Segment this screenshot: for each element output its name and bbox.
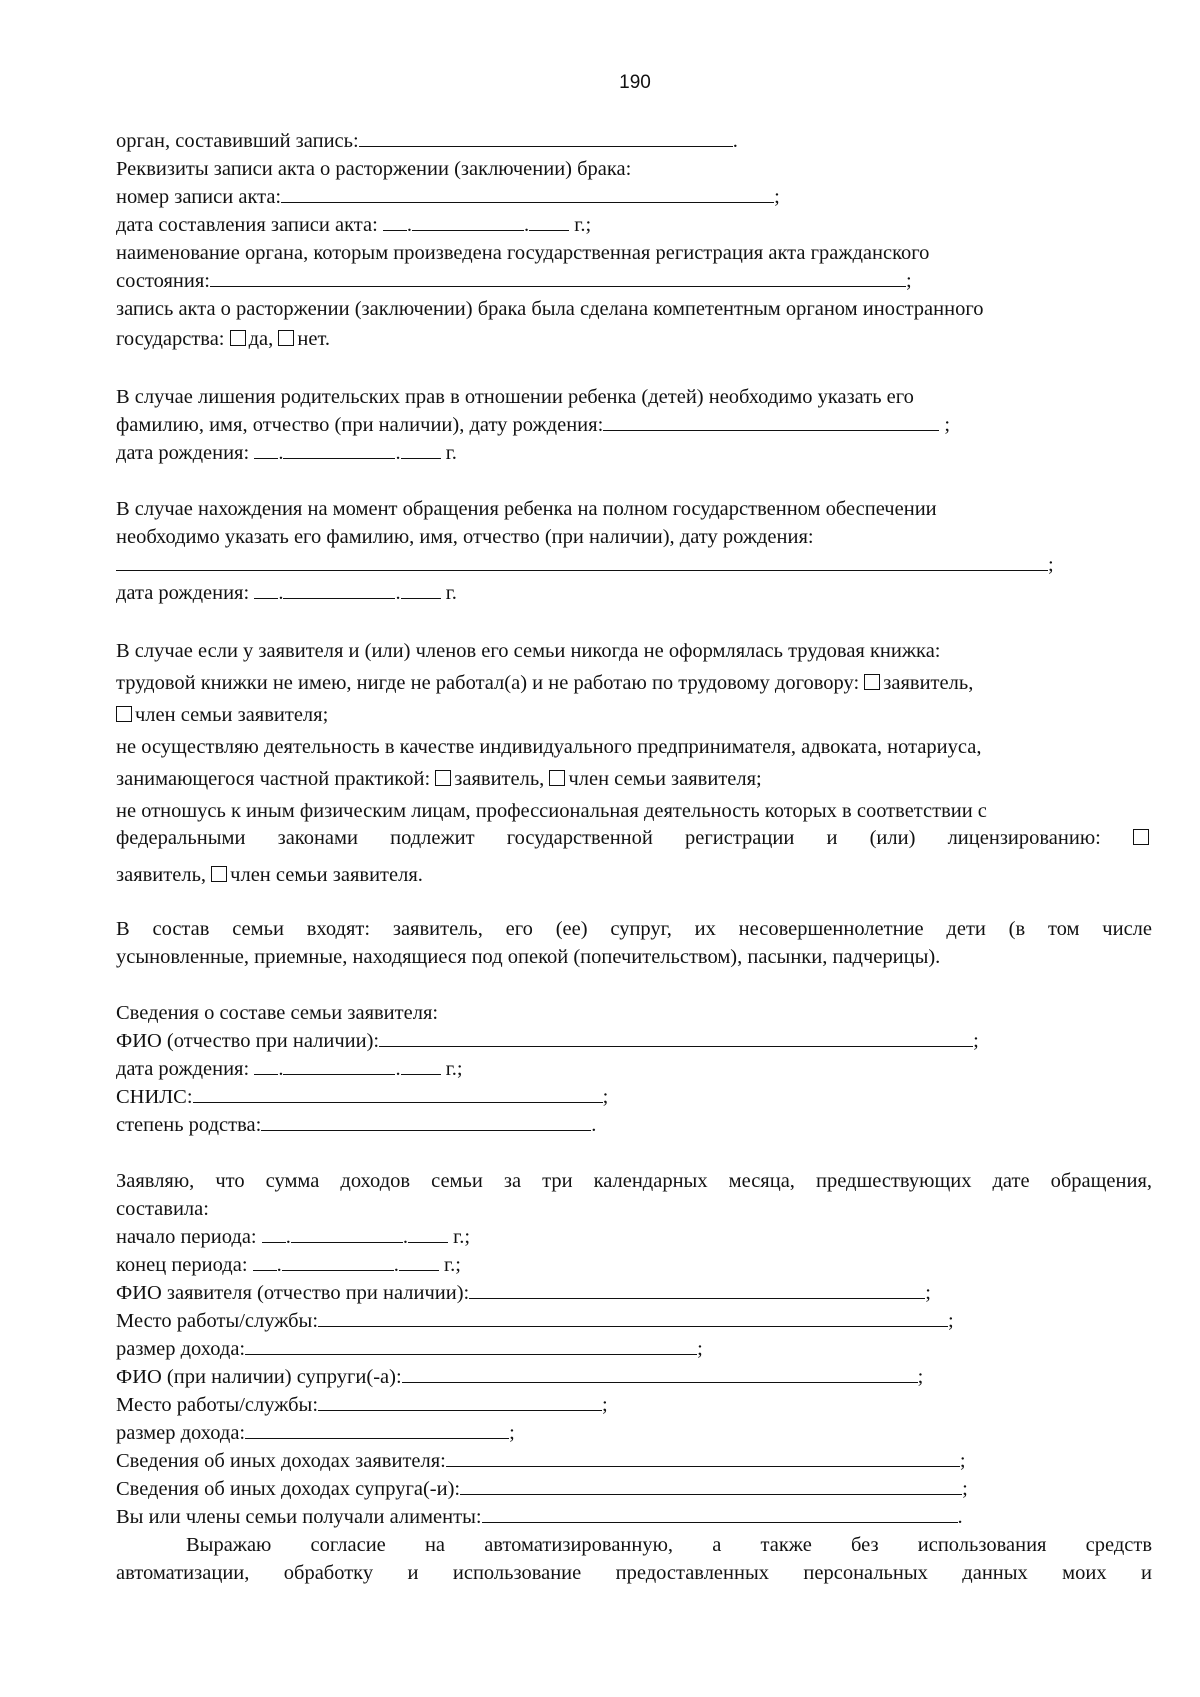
end-year-field[interactable] [399,1251,439,1271]
spouse-fio-label: ФИО (при наличии) супруги(-а): [116,1366,402,1388]
foreign-cont: государства: [116,328,225,350]
amount-field[interactable] [245,1335,697,1355]
consent-line1: Выражаю согласие на автоматизированную, а также без использования средств [186,1534,1152,1556]
birth-label: дата рождения: [116,442,250,464]
applicant-fio-line [116,1279,1152,1307]
fio-label: ФИО (отчество при наличии): [116,1030,380,1052]
deprivation-line2 [116,411,1152,439]
birth-month-field[interactable] [283,439,395,459]
deprivation-label: фамилию, имя, отчество (при наличии), дату рождения: [116,414,604,436]
family-heading: Сведения о составе семьи заявителя: [116,1002,439,1024]
punct: ; [917,1366,924,1388]
applicant-label: заявитель, [116,864,207,886]
support-fio-field[interactable] [116,551,1048,571]
workplace-field[interactable] [318,1307,948,1327]
kinship-field[interactable] [261,1111,591,1131]
workbook-line3 [116,699,1152,731]
family-fio-line [116,1027,1152,1055]
workbook-line4: не осуществляю деятельность в качестве индивидуального предпринимателя, адвоката, нотариуса, [116,736,982,758]
document-body [116,127,1152,1587]
rekvizity-heading: Реквизиты записи акта о расторжении (заключении) брака: [116,158,632,180]
end-month-field[interactable] [282,1251,394,1271]
applicant-fio-field[interactable] [469,1279,925,1299]
act-number-line [116,183,1152,211]
applicant-checkbox[interactable] [435,770,451,786]
snils-line [116,1083,1152,1111]
start-year-field[interactable] [408,1223,448,1243]
member-checkbox[interactable] [211,866,227,882]
punct: г.; [453,1226,471,1248]
workplace2-field[interactable] [318,1391,602,1411]
other-applicant-field[interactable] [446,1447,960,1467]
composition-line1: В состав семьи входят: заявитель, его (ее) супруг, их несовершеннолетние дети (в том числе [116,918,1152,940]
workplace-label: Место работы/службы: [116,1310,319,1332]
birth-label: дата рождения: [116,582,250,604]
workbook-line1: В случае если у заявителя и (или) членов его семьи никогда не оформлялась трудовая книжка: [116,640,941,662]
birth-month-field[interactable] [283,579,395,599]
alimony-field[interactable] [482,1503,958,1523]
punct: ; [959,1450,966,1472]
period-start-label: начало периода: [116,1226,257,1248]
workbook-line7 [116,827,1152,859]
workplace2-label: Место работы/службы: [116,1394,319,1416]
no-label: нет. [297,328,331,350]
snils-label: СНИЛС: [116,1086,193,1108]
punct: ; [509,1422,515,1444]
organ-line [116,127,1152,155]
yes-checkbox[interactable] [230,330,246,346]
deprivation-fio-field[interactable] [603,411,939,431]
income-line2: составила: [116,1198,209,1220]
workbook-line8 [116,859,1152,891]
amount-label: размер дохода: [116,1338,246,1360]
start-day-field[interactable] [262,1223,286,1243]
applicant-label: заявитель, [883,672,974,694]
birth-year-field[interactable] [401,439,441,459]
applicant-fio-label: ФИО заявителя (отчество при наличии): [116,1282,470,1304]
amount2-field[interactable] [245,1419,509,1439]
period-end-line: конец периода: . . г.; [116,1251,1152,1279]
other-spouse-field[interactable] [460,1475,962,1495]
other-spouse-line [116,1475,1152,1503]
workbook-line5 [116,763,1152,795]
workbook-label: трудовой книжки не имею, нигде не работал(а) и не работаю по трудовому договору: [116,672,860,694]
punct: ; [973,1030,979,1052]
family-birth-line: дата рождения: . . г.; [116,1055,1152,1083]
birth-day-field[interactable] [254,439,278,459]
kinship-line [116,1111,1152,1139]
member-checkbox[interactable] [549,770,565,786]
license-label: федеральными законами подлежит государственной регистрации и (или) лицензированию: [116,827,1101,849]
organ-field[interactable] [359,127,733,147]
workplace2-line [116,1391,1152,1419]
punct: ; [906,270,912,292]
support-line2: необходимо указать его фамилию, имя, отчество (при наличии), дату рождения: [116,526,814,548]
act-date-label: дата составления записи акта: [116,214,378,236]
birth-label: дата рождения: [116,1058,250,1080]
act-number-label: номер записи акта: [116,186,282,208]
workbook-line6: не отношусь к иным физическим лицам, профессиональная деятельность которых в соответствии с [116,800,987,822]
punct: г.; [574,214,592,236]
punct: . [957,1506,963,1528]
applicant-checkbox[interactable] [1133,829,1149,845]
amount2-line [116,1419,1152,1447]
other-applicant-line [116,1447,1152,1475]
foreign-line: запись акта о расторжении (заключении) брака была сделана компетентным органом иностранного [116,298,984,320]
birth-year-field[interactable] [401,579,441,599]
registry-organ-field[interactable] [210,267,906,287]
member-label: член семьи заявителя; [135,704,329,726]
punct: г.; [445,1058,463,1080]
punct: ; [697,1338,703,1360]
support-line1: В случае нахождения на момент обращения ребенка на полном государственном обеспечении [116,498,937,520]
other-applicant-label: Сведения об иных доходах заявителя: [116,1450,446,1472]
applicant-label: заявитель, [454,768,545,790]
act-date-day-field[interactable] [383,211,407,231]
member-checkbox[interactable] [116,706,132,722]
amount2-label: размер дохода: [116,1422,246,1444]
act-date-line: дата составления записи акта: . . г.; [116,211,1152,239]
organ-label: орган, составивший запись: [116,130,359,152]
punct: . [732,130,738,152]
fio-field[interactable] [379,1027,973,1047]
no-checkbox[interactable] [278,330,294,346]
member-label: член семьи заявителя; [568,768,762,790]
punct: ; [962,1478,968,1500]
punct: ; [944,414,951,436]
spouse-fio-field[interactable] [402,1363,918,1383]
workbook-line2 [116,667,1152,699]
consent-line2: автоматизации, обработку и использование предоставленных персональных данных моих и [116,1562,1152,1584]
punct: ; [774,186,780,208]
act-number-field[interactable] [281,183,774,203]
support-fio-line [116,551,1152,579]
snils-field[interactable] [193,1083,603,1103]
act-date-year-field[interactable] [529,211,569,231]
spouse-fio-line [116,1363,1152,1391]
punct: ; [948,1310,954,1332]
yes-label: да, [248,328,274,350]
punct: . [591,1114,597,1136]
birth-year-field[interactable] [401,1055,441,1075]
deprivation-birth-line: дата рождения: . . г. [116,439,1152,467]
kinship-label: степень родства: [116,1114,262,1136]
start-month-field[interactable] [291,1223,403,1243]
punct: ; [925,1282,931,1304]
end-day-field[interactable] [253,1251,277,1271]
practice-label: занимающегося частной практикой: [116,768,431,790]
punct: г. [445,442,457,464]
deprivation-line1: В случае лишения родительских прав в отношении ребенка (детей) необходимо указать его [116,386,914,408]
workplace-line [116,1307,1152,1335]
applicant-checkbox[interactable] [864,674,880,690]
period-start-line: начало периода: . . г.; [116,1223,1152,1251]
registry-organ-cont-line [116,267,1152,295]
page-number: 190 [619,72,651,93]
support-birth-line: дата рождения: . . г. [116,579,1152,607]
punct: г.; [444,1254,461,1276]
birth-day-field[interactable] [254,579,278,599]
member-label: член семьи заявителя. [230,864,423,886]
act-date-month-field[interactable] [412,211,524,231]
registry-organ-cont: состояния: [116,270,211,292]
amount-line [116,1335,1152,1363]
alimony-label: Вы или члены семьи получали алименты: [116,1506,482,1528]
period-end-label: конец периода: [116,1254,248,1276]
foreign-answer-line [116,323,1152,355]
income-line1: Заявляю, что сумма доходов семьи за три календарных месяца, предшествующих дате обращения, [116,1170,1152,1192]
other-spouse-label: Сведения об иных доходах супруга(-и): [116,1478,461,1500]
punct: ; [602,1394,608,1416]
punct: г. [445,582,457,604]
alimony-line [116,1503,1152,1531]
composition-line2: усыновленные, приемные, находящиеся под опекой (попечительством), пасынки, падчерицы). [116,946,941,968]
punct: ; [1048,554,1054,576]
punct: ; [602,1086,609,1108]
birth-month-field[interactable] [283,1055,395,1075]
registry-organ-line: наименование органа, которым произведена государственная регистрация акта гражданского [116,242,930,264]
birth-day-field[interactable] [254,1055,278,1075]
